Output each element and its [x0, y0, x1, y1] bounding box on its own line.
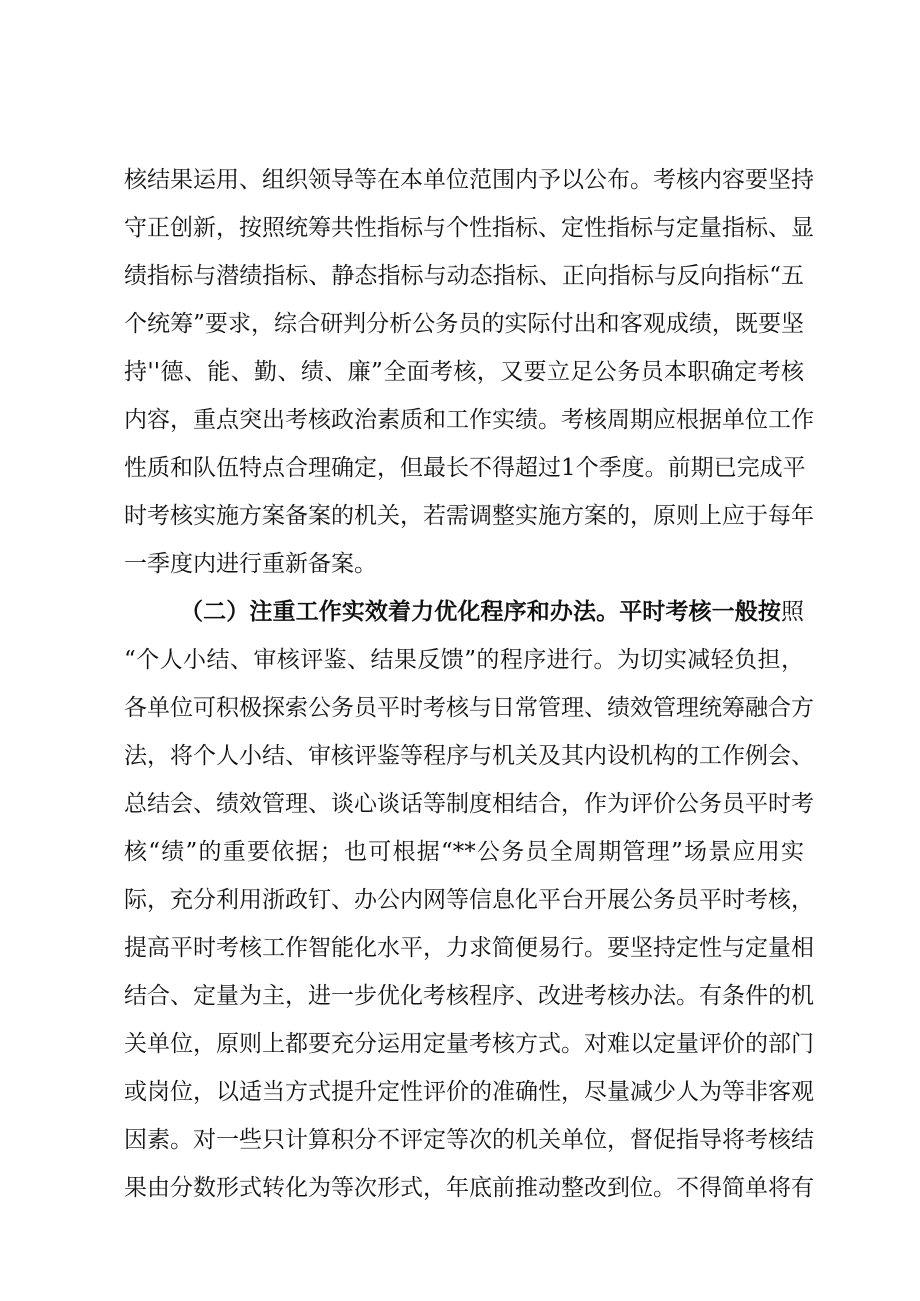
- text-line: 核“绩”的重要依据；也可根据“**公务员全周期管理”场景应用实: [124, 839, 804, 865]
- section-heading: （二）注重工作实效着力优化程序和办法。平时考核一般按: [180, 599, 781, 625]
- text-line: 个统筹”要求，综合研判分析公务员的实际付出和客观成绩，既要坚: [124, 311, 804, 337]
- text-line: 关单位，原则上都要充分运用定量考核方式。对难以定量评价的部门: [124, 1031, 814, 1057]
- section-heading-line: [180, 592, 804, 632]
- text-line: 提高平时考核工作智能化水平，力求简便易行。要坚持定性与定量相: [124, 935, 814, 961]
- text-line: 结合、定量为主，进一步优化考核程序、改进考核办法。有条件的机: [124, 983, 814, 1009]
- text-line: 时考核实施方案备案的机关，若需调整实施方案的，原则上应于每年: [124, 503, 814, 529]
- text-line: 内容，重点突出考核政治素质和工作实绩。考核周期应根据单位工作: [124, 407, 814, 433]
- text-line: 果由分数形式转化为等次形式，年底前推动整改到位。不得简单将有: [124, 1175, 814, 1201]
- text-line: 或岗位，以适当方式提升定性评价的准确性，尽量减少人为等非客观: [124, 1079, 814, 1105]
- text-line: 核结果运用、组织领导等在本单位范围内予以公布。考核内容要坚持: [124, 167, 814, 193]
- text-line: 际，充分利用浙政钉、办公内网等信息化平台开展公务员平时考核，: [124, 887, 814, 913]
- text-line: 法，将个人小结、审核评鉴等程序与机关及其内设机构的工作例会、: [124, 743, 814, 769]
- text-line: 各单位可积极探索公务员平时考核与日常管理、绩效管理统筹融合方: [124, 695, 814, 721]
- text-line: 绩指标与潜绩指标、静态指标与动态指标、正向指标与反向指标“五: [124, 263, 804, 289]
- text-line: “个人小结、审核评鉴、结果反馈”的程序进行。为切实减轻负担，: [124, 647, 804, 673]
- text-line: 守正创新，按照统筹共性指标与个性指标、定性指标与定量指标、显: [124, 215, 814, 241]
- text-line: 总结会、绩效管理、谈心谈话等制度相结合，作为评价公务员平时考: [124, 791, 814, 817]
- text-line: 一季度内进行重新备案。: [124, 551, 377, 577]
- text-line: 持''德、能、勤、绩、廉”全面考核，又要立足公务员本职确定考核: [124, 359, 804, 385]
- text-line: 因素。对一些只计算积分不评定等次的机关单位，督促指导将考核结: [124, 1127, 814, 1153]
- text-line: 性质和队伍特点合理确定，但最长不得超过1个季度。前期已完成平: [124, 455, 806, 481]
- heading-tail-text: 照: [781, 599, 804, 625]
